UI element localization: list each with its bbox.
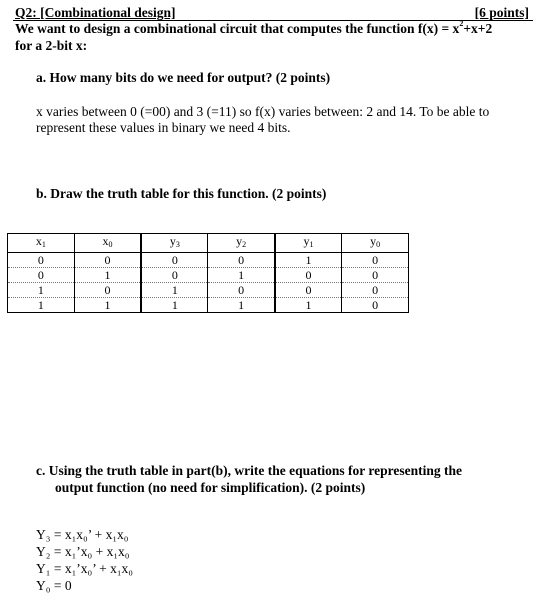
header-variable: y [370,234,377,248]
header-variable: x [35,234,42,248]
truth-table-cell: 0 [342,268,409,283]
truth-table-row [8,253,409,268]
intro-line-1 [15,21,492,37]
truth-table-cell: 1 [141,298,208,313]
truth-table-header-x0 [74,234,141,253]
part-b-question: b. Draw the truth table for this function. (2 points) [36,186,327,201]
header-subscript: 0 [376,240,381,249]
truth-table-header-x1 [8,234,75,253]
header-variable: y [169,234,176,248]
truth-table-row [8,283,409,298]
truth-table-cell: 1 [8,283,75,298]
truth-table-header-y1 [275,234,342,253]
truth-table-cell: 0 [275,283,342,298]
intro-text: We want to design a combinational circuit that computes the function f(x) = x [15,21,460,36]
part-a-answer-line-1: x varies between 0 (=00) and 3 (=11) so f(x) varies between: 2 and 14. To be able to [36,104,490,119]
truth-table-cell: 0 [275,268,342,283]
truth-table-cell: 0 [342,283,409,298]
part-a-answer-line-2: represent these values in binary we need 4 bits. [36,120,291,135]
truth-table [7,233,409,313]
truth-table-header-y3 [141,234,208,253]
truth-table-cell: 1 [8,298,75,313]
truth-table-cell: 1 [275,298,342,313]
truth-table-cell: 0 [74,253,141,268]
truth-table-cell: 1 [141,283,208,298]
truth-table-cell: 0 [208,253,275,268]
question-points: [6 points] [474,5,529,20]
truth-table-row [8,298,409,313]
header-variable: y [236,234,243,248]
truth-table-header-y0 [342,234,409,253]
truth-table-cell: 0 [342,298,409,313]
header-subscript: 0 [108,240,113,249]
intro-suffix: +x+2 [463,21,493,36]
header-subscript: 1 [41,240,46,249]
truth-table-cell: 0 [141,268,208,283]
truth-table-cell: 0 [8,268,75,283]
truth-table-body [8,253,409,313]
truth-table-cell: 1 [208,268,275,283]
header-subscript: 3 [175,240,180,249]
truth-table-cell: 0 [141,253,208,268]
truth-table-cell: 1 [275,253,342,268]
part-c-question-line-2: output function (no need for simplification). (2 points) [55,480,366,495]
equation-y1: Y₁ = x₁’x₀’ + x₁x₀ [36,561,133,576]
intro-exponent: 2 [459,19,464,28]
header-variable: x [102,234,109,248]
part-c-question-line-1: c. Using the truth table in part(b), write the equations for representing the [36,463,462,478]
truth-table-cell: 0 [8,253,75,268]
intro-line-2: for a 2-bit x: [15,38,88,53]
question-title: Q2: [Combinational design] [15,5,176,20]
truth-table-cell: 0 [342,253,409,268]
part-a-question: a. How many bits do we need for output? (2 points) [36,70,331,85]
header-variable: y [303,234,310,248]
truth-table-row [8,268,409,283]
header-subscript: 2 [242,240,247,249]
truth-table-cell: 0 [208,283,275,298]
truth-table-header-y2 [208,234,275,253]
equation-y3: Y₃ = x₁x₀’ + x₁x₀ [36,527,129,542]
truth-table-cell: 1 [74,268,141,283]
equation-y0: Y₀ = 0 [36,578,72,593]
truth-table-header-row [8,234,409,253]
equation-y2: Y₂ = x₁’x₀ + x₁x₀ [36,544,130,559]
truth-table-cell: 1 [74,298,141,313]
truth-table-cell: 0 [74,283,141,298]
truth-table-cell: 1 [208,298,275,313]
header-subscript: 1 [309,240,314,249]
